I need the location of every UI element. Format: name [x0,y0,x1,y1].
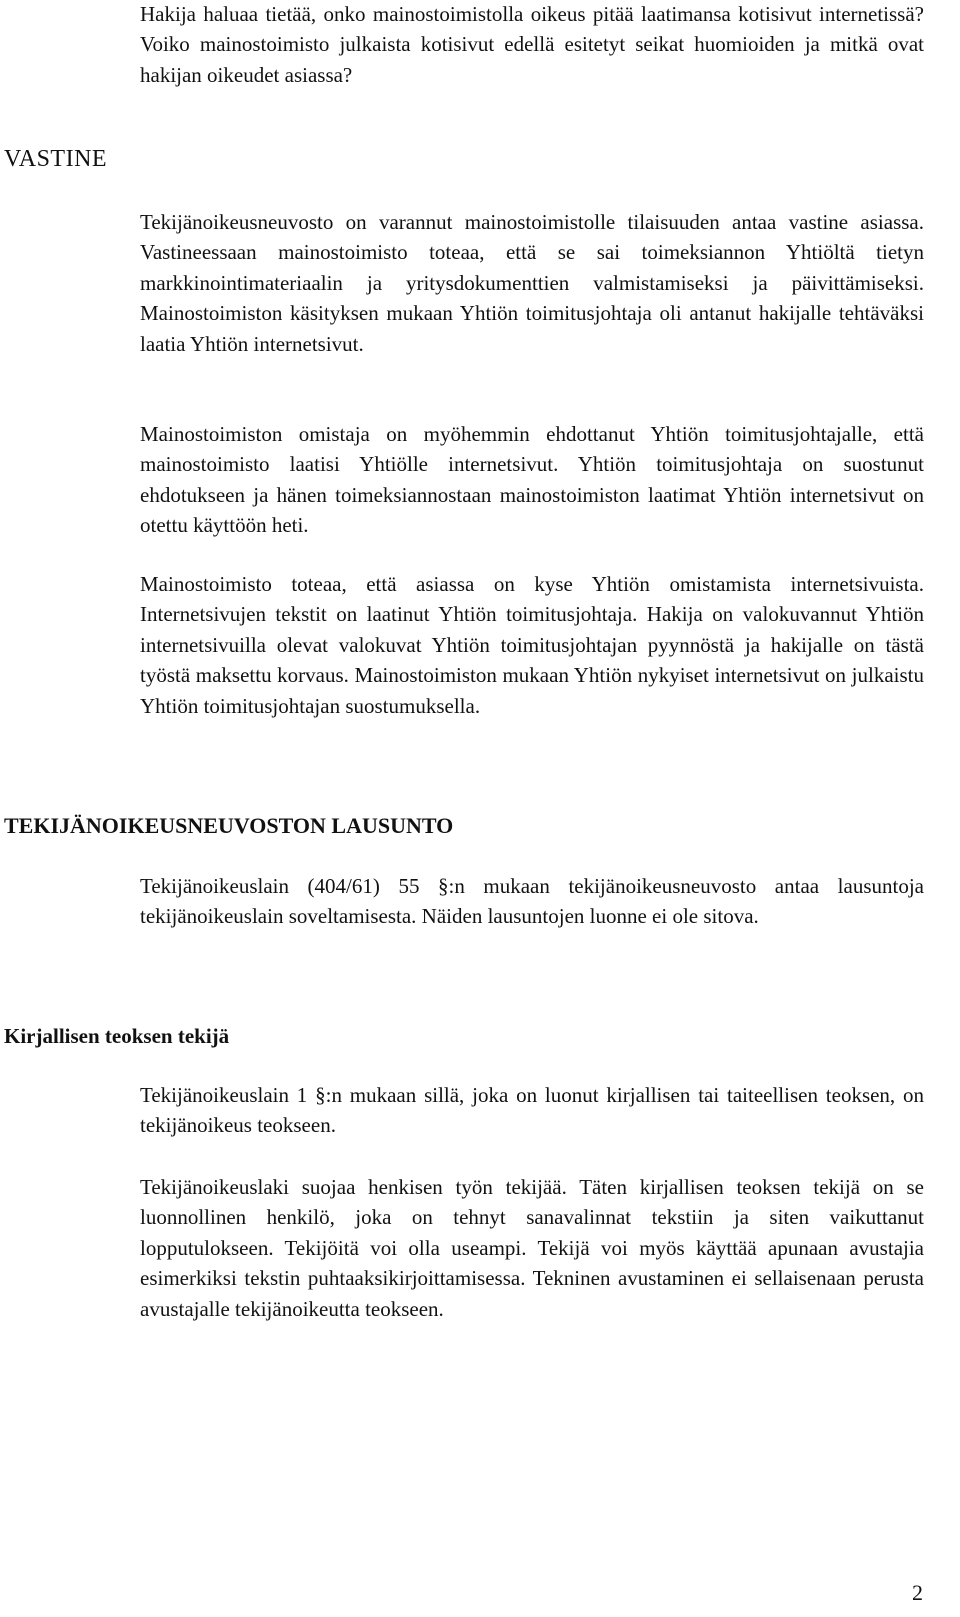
tekija-paragraph-1: Tekijänoikeuslain 1 §:n mukaan sillä, joka on luonut kirjallisen tai taiteellisen teoksen, on tekijänoikeus teokseen. [140,1083,924,1138]
vastine-paragraph-1: Tekijänoikeusneuvosto on varannut mainostoimistolle tilaisuuden antaa vastine asiassa. Vastineessaan mainostoimisto toteaa, että se sai toimeksiannon Yhtiöltä tietyn markkinointimateriaalin ja yritysdokumenttien valmistamiseksi ja päivittämiseksi. Mainostoimiston käsityksen mukaan Yhtiön toimitusjohtaja oli antanut hakijalle tehtäväksi laatia Yhtiön internetsivut. [140,210,924,356]
vastine-heading: VASTINE [4,146,108,172]
tekija-heading: Kirjallisen teoksen tekijä [4,1024,230,1048]
intro-paragraph: Hakija haluaa tietää, onko mainostoimistolla oikeus pitää laatimansa kotisivut internetissä? Voiko mainostoimisto julkaista kotisivut edellä esitetyt seikat huomioiden ja mitkä ovat hakijan oikeudet asiassa? [140,2,924,87]
lausunto-heading: TEKIJÄNOIKEUSNEUVOSTON LAUSUNTO [4,813,454,838]
tekija-paragraph-2: Tekijänoikeuslaki suojaa henkisen työn tekijää. Täten kirjallisen teoksen tekijä on se luonnollinen henkilö, joka on tehnyt sanavalinnat tekstiin ja siten vaikuttanut lopputulokseen. Tekijöitä voi olla useampi. Tekijä voi myös käyttää apunaan avustajia esimerkiksi tekstin puhtaaksikirjoittamisessa. Tekninen avustaminen ei sellaisenaan perusta avustajalle tekijänoikeutta teokseen. [140,1175,924,1321]
page-number: 2 [912,1580,923,1605]
vastine-paragraph-3: Mainostoimisto toteaa, että asiassa on kyse Yhtiön omistamista internetsivuista. Internetsivujen tekstit on laatinut Yhtiön toimitusjohtaja. Hakija on valokuvannut Yhtiön internetsivuilla olevat valokuvat Yhtiön toimitusjohtajan pyynnöstä ja hakijalle on tästä työstä maksettu korvaus. Mainostoimiston mukaan Yhtiön nykyiset internetsivut on julkaistu Yhtiön toimitusjohtajan suostumuksella. [140,572,924,718]
vastine-paragraph-2: Mainostoimiston omistaja on myöhemmin ehdottanut Yhtiön toimitusjohtajalle, että mainostoimisto laatisi Yhtiölle internetsivut. Yhtiön toimitusjohtaja on suostunut ehdotukseen ja hänen toimeksiannostaan mainostoimiston laatimat Yhtiön internetsivut on otettu käyttöön heti. [140,422,924,538]
lausunto-paragraph: Tekijänoikeuslain (404/61) 55 §:n mukaan tekijänoikeusneuvosto antaa lausuntoja tekijänoikeuslain soveltamisesta. Näiden lausuntojen luonne ei ole sitova. [140,874,924,929]
